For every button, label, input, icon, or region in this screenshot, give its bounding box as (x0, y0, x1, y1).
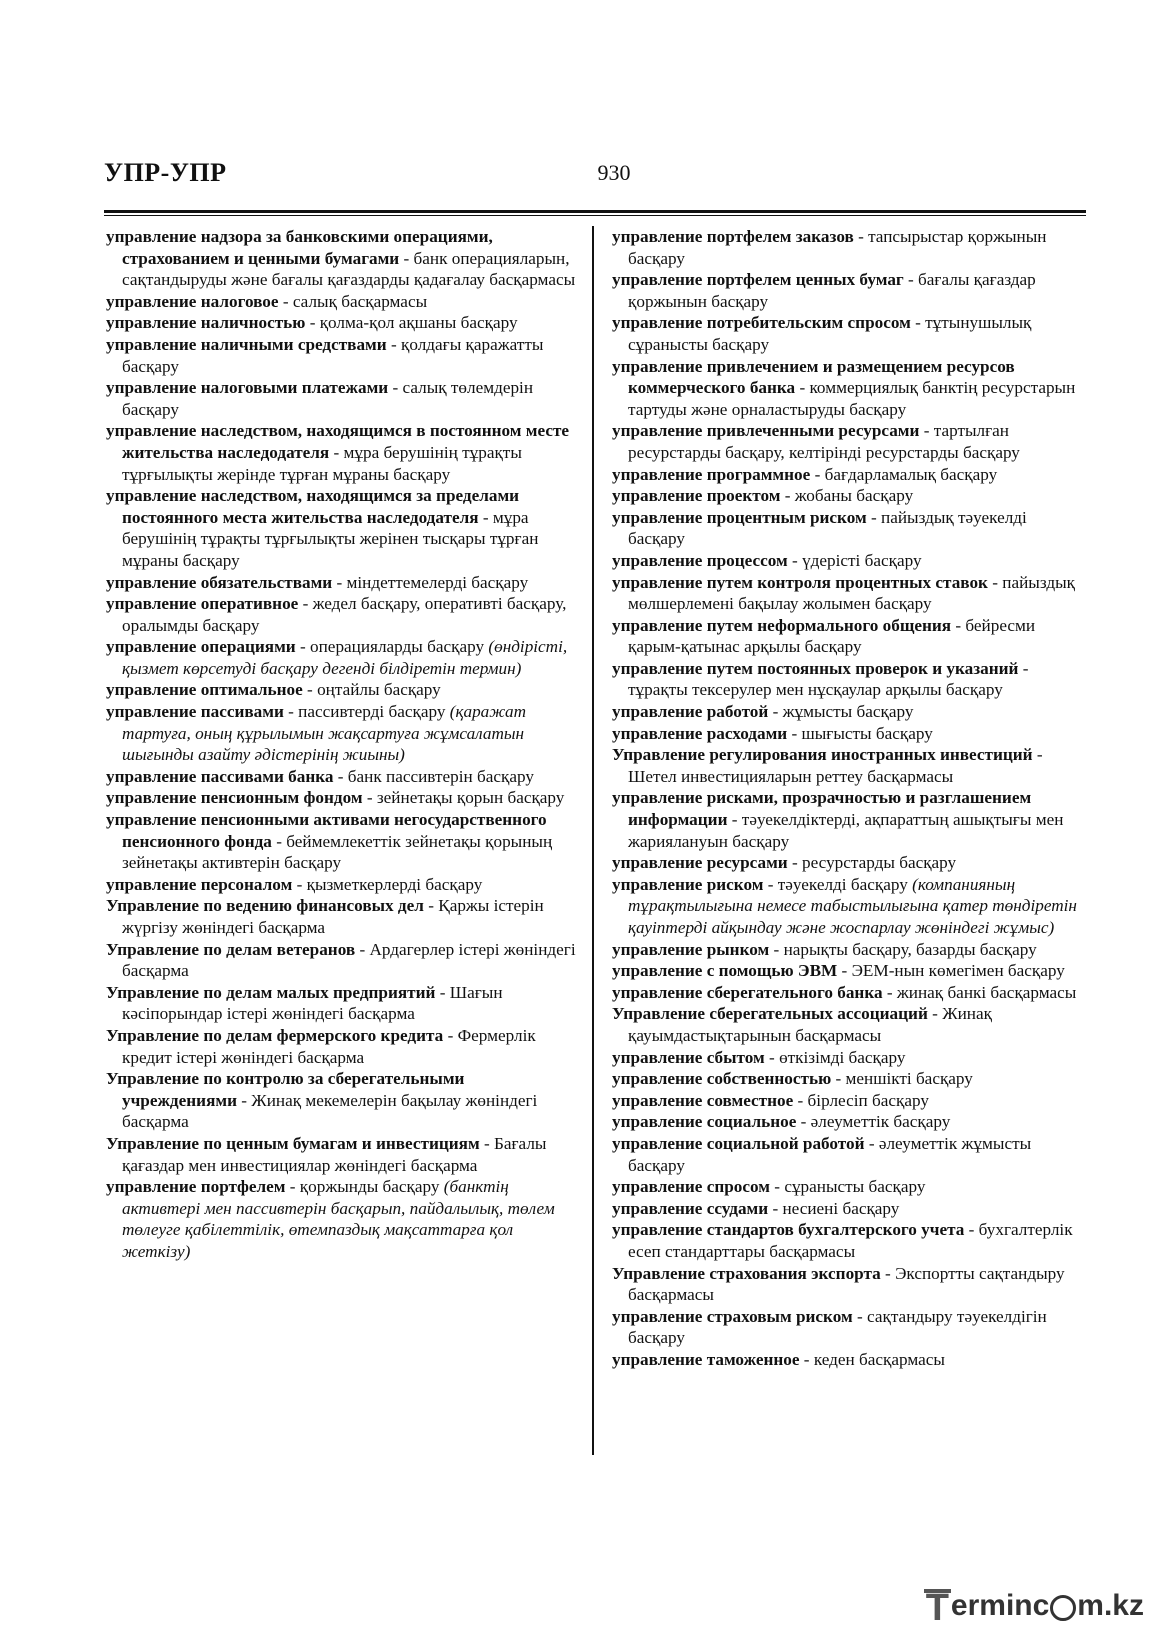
header-rule (104, 210, 1086, 216)
entry-definition: - тапсырыстар қоржынын басқару (628, 227, 1047, 268)
entry-definition: - тәуекелдіктерді, ақпараттың ашықтығы мен жариялануын басқару (628, 810, 1064, 851)
dictionary-entry (612, 939, 1086, 961)
entry-term: управление с помощью ЭВМ (612, 961, 838, 981)
entry-definition: - қолдағы қаражатты басқару (122, 334, 544, 376)
dictionary-entry (612, 420, 1086, 463)
dictionary-entry (612, 982, 1086, 1004)
entry-definition: - несиені басқару (768, 1198, 900, 1218)
entry-term: управление оперативное (106, 594, 299, 614)
entry-term: управление привлечением и размещением ресурсов коммерческого банка (612, 356, 1015, 398)
entry-term: управление наследством, находящимся за пределами постоянного места жительства наследодателя (106, 486, 520, 527)
entry-term: управление надзора за банковскими операциями, страхованием и ценными бумагами (106, 227, 493, 268)
entry-term: управление ссудами (612, 1198, 769, 1218)
dictionary-entry (612, 572, 1086, 615)
entry-definition: - тұрақты тексерулер мен нұсқаулар арқылы басқару (628, 658, 1029, 700)
dictionary-entry (612, 1090, 1086, 1112)
left-column (106, 226, 578, 1263)
entry-definition: - жинақ банкі басқармасы (882, 982, 1077, 1002)
entry-note: (өндірісті, қызмет көрсетуді басқару дегенді білдіретін термин) (122, 637, 568, 678)
dictionary-entry (106, 485, 578, 571)
entry-term: управление путем контроля процентных ставок (612, 572, 988, 592)
logo-text-a: erminc (950, 1589, 1050, 1622)
entry-definition: - үдерісті басқару (787, 550, 922, 570)
entry-definition: - жобаны басқару (780, 486, 914, 506)
entry-term: управление пенсионными активами негосударственного пенсионного фонда (106, 810, 547, 851)
dictionary-entry (106, 679, 578, 701)
dictionary-entry (612, 701, 1086, 723)
entry-definition: - пайыздық тәуекелді басқару (628, 507, 1027, 549)
entry-term: управление оптимальное (106, 680, 303, 700)
entry-term: Управление регулирования иностранных инвестиций (612, 745, 1033, 765)
dictionary-entry (612, 1263, 1086, 1306)
entry-note: (компанияның тұрақтылығына немесе табыстылығына қатер төндіретін қауіптерді айқындау және жоспарлау жөніндегі жұмыс) (628, 874, 1077, 937)
entry-definition: - Шетел инвестицияларын реттеу басқармасы (628, 745, 1043, 786)
entry-term: управление социальное (612, 1112, 797, 1132)
entry-definition: - сұранысты басқару (770, 1177, 926, 1197)
dictionary-entry (612, 1133, 1086, 1176)
entry-definition: - міндеттемелерді басқару (332, 572, 529, 592)
dictionary-entry (106, 939, 578, 982)
entry-term: управление процессом (612, 550, 788, 570)
dictionary-entry (106, 420, 578, 485)
entry-definition: - сақтандыру тәуекелдігін басқару (628, 1306, 1047, 1348)
dictionary-entry (106, 291, 578, 313)
entry-term: управление наличностью (106, 313, 306, 333)
entry-definition: - Экспортты сақтандыру басқармасы (628, 1263, 1065, 1305)
entry-term: управление путем постоянных проверок и указаний (612, 658, 1019, 678)
entry-term: управление расходами (612, 723, 788, 743)
dictionary-entry (106, 809, 578, 874)
entry-term: управление пассивами (106, 702, 284, 722)
entry-definition: - әлеуметтік жұмысты басқару (628, 1133, 1032, 1175)
entry-definition: - қолма-қол ақшаны басқару (305, 313, 518, 333)
dictionary-entry (612, 1047, 1086, 1069)
dictionary-entry (612, 1198, 1086, 1220)
entry-term: управление программное (612, 464, 811, 484)
entry-term: управление процентным риском (612, 507, 867, 527)
entry-term: управление риском (612, 874, 764, 894)
dictionary-entry (612, 269, 1086, 312)
entry-definition: - коммерциялық банктің ресурстарын тартуды және орналастыруды басқару (628, 378, 1076, 419)
entry-term: управление страховым риском (612, 1306, 853, 1326)
dictionary-entry (612, 312, 1086, 355)
dictionary-entry (612, 1349, 1086, 1371)
entry-term: управление работой (612, 702, 769, 722)
entry-definition: - бірлесіп басқару (793, 1090, 929, 1110)
entry-term: Управление по ведению финансовых дел (106, 896, 424, 916)
entry-definition: - банк пассивтерін басқару (333, 766, 534, 786)
entry-definition: - Шағын кәсіпорындар істері жөніндегі басқарма (122, 982, 503, 1024)
entry-term: управление пенсионным фондом (106, 788, 363, 808)
entry-term: управление операциями (106, 637, 296, 657)
entry-definition: - қоржынды басқару (285, 1177, 444, 1197)
entry-term: управление налоговое (106, 291, 279, 311)
entry-definition: - жұмысты басқару (768, 702, 914, 722)
dictionary-entry (106, 895, 578, 938)
entry-definition: - бухгалтерлік есеп стандарттары басқармасы (628, 1220, 1073, 1261)
entry-definition: - пассивтерді басқару (283, 702, 450, 722)
entry-definition: - Бағалы қағаздар мен инвестициялар жөніндегі басқарма (122, 1133, 547, 1175)
dictionary-entry (612, 874, 1086, 939)
entry-term: управление спросом (612, 1177, 770, 1197)
entry-definition: - бағдарламалық басқару (810, 464, 998, 484)
entry-term: управление рынком (612, 939, 770, 959)
dictionary-entry (612, 723, 1086, 745)
entry-term: управление пассивами банка (106, 766, 334, 786)
dictionary-entry (106, 874, 578, 896)
column-divider (592, 226, 594, 1455)
entry-term: Управление сберегательных ассоциаций (612, 1004, 928, 1024)
dictionary-entry (612, 615, 1086, 658)
entry-term: управление портфелем ценных бумаг (612, 270, 904, 290)
entry-term: управление потребительским спросом (612, 313, 911, 333)
dictionary-entry (106, 312, 578, 334)
entry-definition: - Жинақ мекемелерін бақылау жөніндегі басқарма (122, 1090, 538, 1132)
entry-definition: - мұра берушінің тұрақты тұрғылықты жерінен тысқары тұрған мұраны басқару (122, 507, 539, 570)
entry-definition: - операцияларды басқару (295, 637, 489, 657)
entry-term: управление наследством, находящимся в постоянном месте жительства наследодателя (106, 421, 570, 462)
dictionary-entry (612, 1306, 1086, 1349)
entry-term: Управление по делам малых предприятий (106, 982, 436, 1002)
entry-term: управление сберегательного банка (612, 982, 883, 1002)
entry-definition: - ресурстарды басқару (787, 853, 957, 873)
entry-term: Управление страхования экспорта (612, 1263, 881, 1283)
right-column (612, 226, 1086, 1370)
dictionary-entry (106, 636, 578, 679)
entry-definition: - беймемлекеттік зейнетақы қорының зейнетақы активтерін басқару (122, 831, 553, 873)
entry-term: управление налоговыми платежами (106, 378, 389, 398)
termincom-logo (924, 1587, 1144, 1629)
dictionary-entry (612, 356, 1086, 421)
dictionary-entry (612, 852, 1086, 874)
entry-definition: - ЭЕМ-нын көмегімен басқару (837, 961, 1065, 981)
dictionary-entry (106, 572, 578, 594)
entry-definition: - оңтайлы басқару (302, 680, 441, 700)
entry-definition: - тәуекелді басқару (763, 874, 913, 894)
dictionary-entry (106, 593, 578, 636)
entry-term: управление совместное (612, 1090, 794, 1110)
dictionary-entry (612, 744, 1086, 787)
dictionary-entry (106, 766, 578, 788)
entry-definition: - зейнетақы қорын басқару (362, 788, 565, 808)
entry-term: управление портфелем (106, 1177, 286, 1197)
entry-definition: - бағалы қағаздар қоржынын басқару (628, 270, 1036, 311)
dictionary-entry (612, 787, 1086, 852)
entry-definition: - тұтынушылық сұранысты басқару (628, 313, 1032, 354)
entry-definition: - Қаржы істерін жүргізу жөніндегі басқарма (122, 896, 544, 937)
entry-term: управление наличными средствами (106, 334, 387, 354)
dictionary-entry (106, 1176, 578, 1262)
dictionary-entry (106, 982, 578, 1025)
entry-term: управление сбытом (612, 1047, 765, 1067)
dictionary-entry (612, 550, 1086, 572)
running-head: УПР-УПР (104, 158, 227, 187)
entry-definition: - бейресми қарым-қатынас арқылы басқару (628, 615, 1036, 657)
entry-definition: - пайыздық мөлшерлемені бақылау жолымен басқару (628, 572, 1075, 614)
dictionary-entry (106, 1133, 578, 1176)
dictionary-entry (106, 701, 578, 766)
entry-term: Управление по делам ветеранов (106, 939, 356, 959)
entry-definition: - өткізімді басқару (764, 1047, 906, 1067)
entry-term: управление привлеченными ресурсами (612, 421, 920, 441)
dictionary-entry (106, 377, 578, 420)
entry-term: Управление по ценным бумагам и инвестициям (106, 1133, 480, 1153)
dictionary-entry (612, 464, 1086, 486)
entry-definition: - шығысты басқару (787, 723, 933, 743)
entry-definition: - банк операцияларын, сақтандыруды және бағалы қағаздарды қадағалау басқармасы (122, 248, 576, 290)
dictionary-entry (612, 1219, 1086, 1262)
entry-definition: - Жинақ қауымдастықтарынын басқармасы (628, 1004, 992, 1045)
entry-definition: - Ардагерлер істері жөніндегі басқарма (122, 939, 576, 981)
dictionary-entry (106, 1025, 578, 1068)
dictionary-entry (106, 787, 578, 809)
logo-ring-icon (1050, 1595, 1076, 1621)
dictionary-entry (612, 1003, 1086, 1046)
dictionary-entry (612, 1111, 1086, 1133)
entry-definition: - әлеуметтік басқару (796, 1112, 951, 1132)
entry-term: управление путем неформального общения (612, 615, 952, 635)
entry-term: управление персоналом (106, 874, 293, 894)
entry-definition: - жедел басқару, оперативті басқару, оралымды басқару (122, 594, 567, 635)
entry-definition: - қызметкерлерді басқару (292, 874, 483, 894)
dictionary-entry (106, 334, 578, 377)
dictionary-entry (106, 1068, 578, 1133)
dictionary-entry (612, 1068, 1086, 1090)
entry-note: (қаражат тартуға, оның құрылымын жақсартуға жұмсалатын шығынды азайту әдістерінің жиыны) (122, 702, 527, 765)
entry-term: управление таможенное (612, 1349, 800, 1369)
entry-term: управление портфелем заказов (612, 227, 854, 246)
dictionary-entry (612, 658, 1086, 701)
dictionary-entry (106, 226, 578, 291)
dictionary-entry (612, 507, 1086, 550)
entry-term: управление проектом (612, 486, 781, 506)
entry-definition: - салық төлемдерін басқару (122, 378, 534, 419)
entry-term: Управление по контролю за сберегательными учреждениями (106, 1069, 465, 1110)
entry-term: управление стандартов бухгалтерского учета (612, 1220, 965, 1240)
page-number: 930 (597, 160, 631, 185)
entry-term: управление обязательствами (106, 572, 333, 592)
entry-definition: - меншікті басқару (831, 1069, 973, 1089)
dictionary-entry (612, 1176, 1086, 1198)
entry-definition: - нарықты басқару, базарды басқару (769, 939, 1037, 959)
dictionary-entry (612, 226, 1086, 269)
entry-definition: - Фермерлік кредит істері жөніндегі басқарма (122, 1025, 536, 1067)
entry-term: управление собственностью (612, 1069, 832, 1089)
entry-definition: - тартылған ресурстарды басқару, келтірінді ресурстарды басқару (628, 421, 1020, 462)
entry-note: (банктің активтері мен пассивтерін басқарып, пайдалылық, төлем төлеуге қабілеттілік, өтемпаздық мақсаттарға қол жеткізу) (122, 1177, 555, 1261)
entry-definition: - кеден басқармасы (799, 1349, 945, 1369)
entry-term: управление рисками, прозрачностью и разглашением информации (612, 788, 1032, 830)
dictionary-entry (612, 960, 1086, 982)
logo-text-b: m.kz (1077, 1589, 1144, 1622)
dictionary-entry (612, 485, 1086, 507)
entry-term: управление ресурсами (612, 853, 788, 873)
entry-definition: - мұра берушінің тұрақты тұрғылықты жерінде тұрған мұраны басқару (122, 442, 522, 484)
entry-term: управление социальной работой (612, 1133, 865, 1153)
entry-definition: - салық басқармасы (278, 291, 428, 311)
logo-letter-t: T (925, 1587, 949, 1629)
entry-term: Управление по делам фермерского кредита (106, 1025, 444, 1045)
